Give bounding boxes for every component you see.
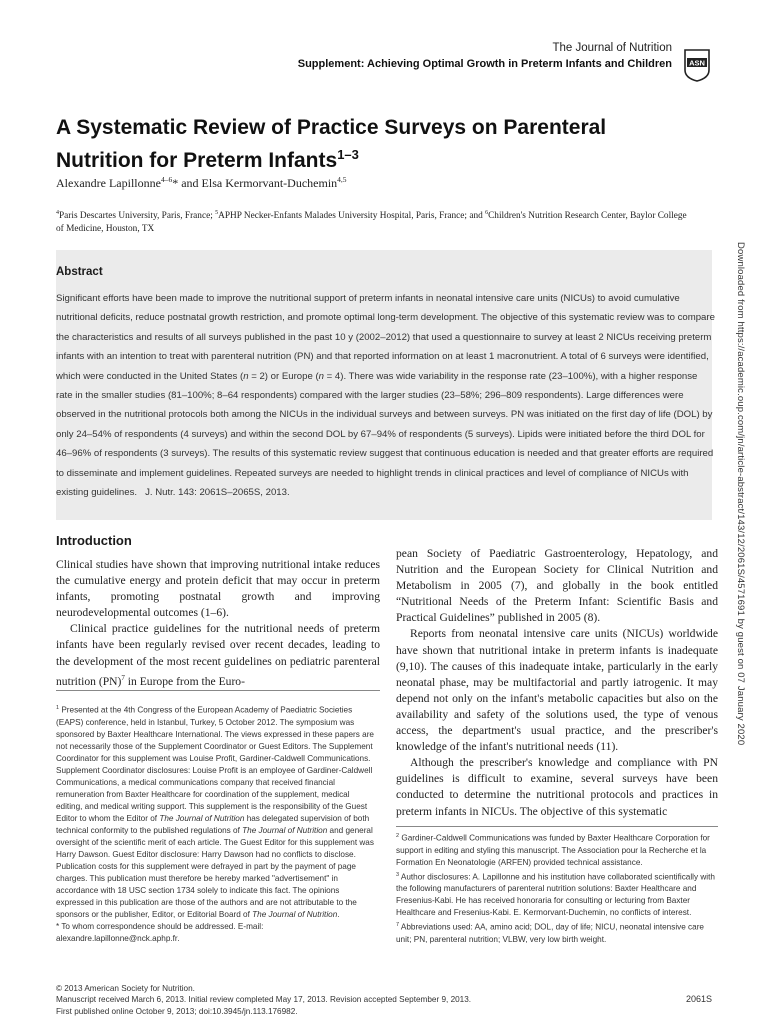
journal-name: The Journal of Nutrition [552,42,672,54]
footnote: $^1$ Presented at the 4th Congress of the European Academy of Paediatric Societies (EAPS) conference, held in Istanbul, Turkey, 5 October 2012. The symposium was sponsored by Baxter Healthcare International. The views expressed in these papers are not necessarily those of the Supplement Coordinator or Guest Editors. The Supplement Coordinator for this supplement was Louise Profit, Gardiner-Caldwell Communications. Supplement Coordinator disclosures: Louise Profit is an employee of Gardiner-Caldwell Communications, a medical communications company that received financial remuneration from Baxter Healthcare for coordination of the supplement, medical editing, and medical writing support. This supplement is the responsibility of the Guest Editor to whom the Editor of The Journal of Nutrition has delegated supervision of both technical conformity to the published regulations of The Journal of Nutrition and general oversight of the scientific merit of each article. The Guest Editor for this supplement was Harry Dawson. Guest Editor disclosure: Harry Dawson had no conflicts to disclose. Publication costs for this supplement were defrayed in part by the payment of page charges. This publication must therefore be hereby marked "advertisement" in accordance with 18 USC section 1734 solely to indicate this fact. The opinions expressed in this publication are those of the authors and are not attributable to the sponsors or the publisher, Editor, or Editorial Board of The Journal of Nutrition. [56,705,374,919]
footnotes-left [56,702,378,945]
paragraph: Clinical practice guidelines for the nutritional needs of preterm infants have been regularly revised over recent decades, leading to the development of the most recent guidelines on pediatric parenteral nutrition (PN)$^7$ in Europe from the Euro- [56,622,380,688]
body-column-left [56,557,380,690]
footnote-divider [56,690,380,691]
article-title: A Systematic Review of Practice Surveys on Parenteral Nutrition for Preterm Infants$^{1-3}$ [56,116,607,172]
paragraph: Although the prescriber's knowledge and compliance with PN guidelines is difficult to examine, several surveys have been conducted to determine the nutritional protocols and practices in preterm infants in NICUs. The objective of this systematic [396,756,718,818]
publication-info [56,983,471,1017]
author-name: Alexandre Lapillonne [56,176,161,190]
introduction-heading: Introduction [56,533,132,548]
affiliations: $^4$Paris Descartes University, Paris, France; $^5$APHP Necker-Enfants Malades University Hospital, Paris, France; and $^6$Children's Nutrition Research Center, Baylor College of Medicine, Houston, TX [56,210,687,235]
footnote: $^3$ Author disclosures: A. Lapillonne and his institution have collaborated scientifically with the following manufacturers of parenteral nutrition solutions: Baxter Healthcare and Fresenius-Kabi. He has received honoraria for consulting or lecturing from Baxter Healthcare and Fresenius-Kabi. E. Kermorvant-Duchemin, no conflicts of interest. [396,871,715,918]
page-number: 2061S [685,994,712,1004]
author-list: Alexandre Lapillonne$^{4-6}$* and Elsa Kermorvant-Duchemin$^{4,5}$ [56,175,347,190]
asn-logo-icon [683,48,711,82]
paragraph: pean Society of Paediatric Gastroenterology, Hepatology, and Nutrition and the European Society for Clinical Nutrition and Metabolism in 2005 (7), and globally in the book entitled “Nutritional Needs of the Preterm Infant: Scientific Basis and Practical Guidelines” published in 2005 (8). [396,547,718,625]
manuscript-dates: Manuscript received March 6, 2013. Initial review completed May 17, 2013. Revision accepted September 9, 2013. [56,995,472,1005]
abstract-heading: Abstract [56,266,103,278]
paragraph: Reports from neonatal intensive care units (NICUs) worldwide have shown that nutritional intake in preterm infants is inadequate (9,10). The causes of this inadequate intake, particularly in the early neonatal phase, may be multifactorial and partly iatrogenic. It may depend not only on the infant's metabolic capacities but also on the availability and safety of the solutions used, the type of venous access, the department's usual practice, and the prescriber's knowledge of the infant's nutritional needs (11). [396,627,718,754]
citation: J. Nutr. 143: 2061S–2065S, 2013. [145,487,290,499]
copyright: © 2013 American Society for Nutrition. [56,984,195,993]
correspondence-note: * To whom correspondence should be addressed. E-mail: alexandre.lapillonne@nck.aphp.fr. [56,921,264,943]
paragraph: Clinical studies have shown that improving nutritional intake reduces the cumulative energy and protein deficit that may occur in preterm infants, promoting postnatal growth and improving neurodevelopmental outcomes (1–6). [56,558,380,620]
footnote-divider [396,826,718,827]
footnote: $^2$ Gardiner-Caldwell Communications was funded by Baxter Healthcare Corporation for support in editing and styling this manuscript. The Association pour la Recherche et la Formation En Neonatologie (ARFEN) provided technical assistance. [396,833,710,867]
footnotes-right [396,830,720,946]
svg-text:ASN: ASN [689,58,705,68]
journal-header [0,42,768,92]
download-watermark: Downloaded from https://academic.oup.com/jn/article-abstract/143/12/2061S/4571691 by guest on 07 January 2020 [735,242,746,746]
doi-line: First published online October 9, 2013; doi:10.3945/jn.113.176982. [56,1006,298,1016]
abstract-text: Significant efforts have been made to improve the nutritional support of preterm infants in neonatal intensive care units (NICUs) to avoid cumulative nutritional deficits, reduce postnatal growth restriction, and promote optimal long-term development. The objective of this systematic review was to compare the characteristics and results of all surveys published in the past 10 y (2002–2012) that used a questionnaire to survey at least 2 NICUs receiving preterm infants with an intention to treat with parenteral nutrition (PN) and that reported information on at least 1 macronutrient. A total of 6 surveys were identified, which were conducted in the United States (n = 2) or Europe (n = 4). There was wide variability in the response rate (23–100%), with a higher response rate in the smaller studies (81–100%; 8–64 respondents) compared with the larger studies (23–58%; 296–809 respondents). Large differences were observed in the nutritional protocols both among the NICUs in the individual surveys and between surveys. PN was initiated on the first day of life (DOL) by only 24–54% of respondents (4 surveys) and within the second DOL by 67–94% of respondents (5 surveys). Lipids were initiated before the third DOL for 46–96% of respondents (3 surveys). The results of this systematic review suggest that continuous education is needed and that greater efforts are required to disseminate and implement guidelines. Repeated surveys are needed to highlight trends in clinical practices and level of compliance of NICUs with existing guidelines. J. Nutr. 143: 2061S–2065S, 2013. [56,293,715,499]
body-column-right [396,546,718,820]
footnote: $^7$ Abbreviations used: AA, amino acid; DOL, day of life; NICU, neonatal intensive care unit; PN, parenteral nutrition; VLBW, very low birth weight. [396,922,704,945]
supplement-title: Supplement: Achieving Optimal Growth in Preterm Infants and Children [297,58,672,70]
author-name: Elsa Kermorvant-Duchemin [201,176,338,190]
